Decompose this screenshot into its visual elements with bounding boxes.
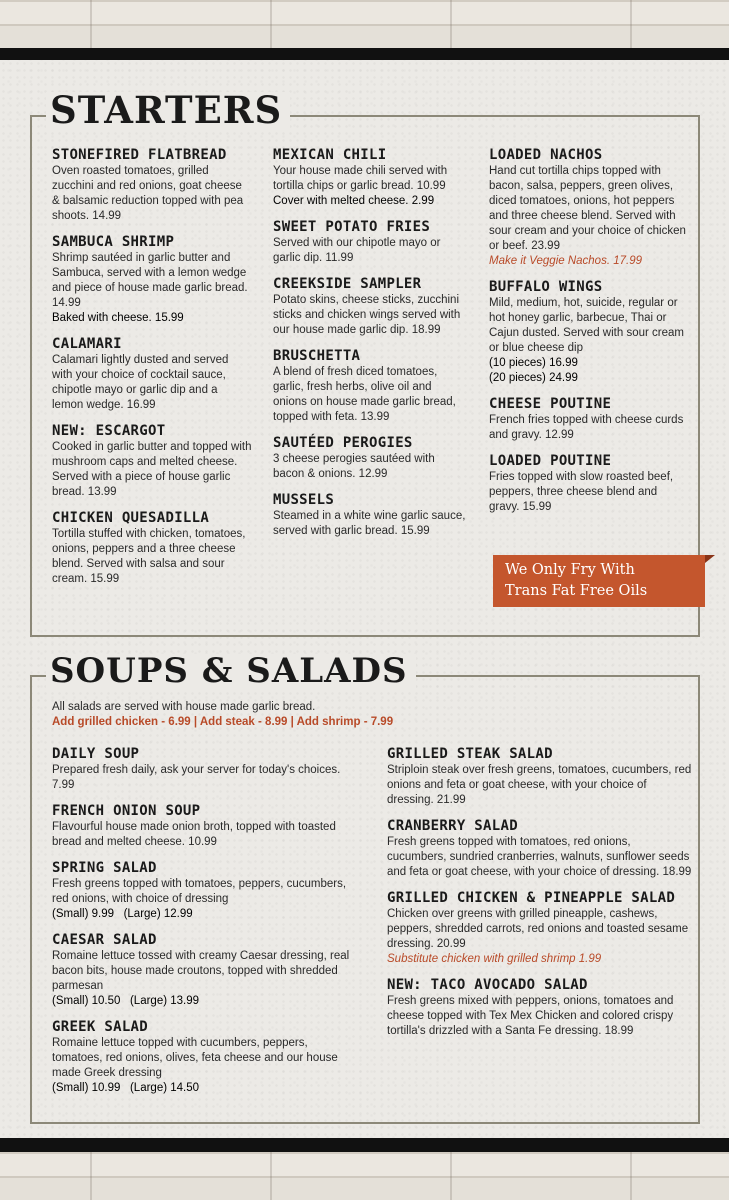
menu-item <box>52 146 252 224</box>
item-name: LOADED POUTINE <box>489 453 612 469</box>
menu-item <box>52 335 252 413</box>
item-description: Fresh greens mixed with peppers, onions, tomatoes and cheese topped with Tex Mex Chicken and colored crispy tortilla's drizzled with a Santa Fe dressing. 18.99 <box>387 995 674 1037</box>
item-description: Fresh greens topped with tomatoes, peppers, cucumbers, red onions, with choice of dressing <box>52 878 347 905</box>
item-name: BUFFALO WINGS <box>489 279 603 295</box>
menu-item <box>52 509 252 587</box>
item-description: Tortilla stuffed with chicken, tomatoes, onions, peppers and a three cheese blend. Served with salsa and sour cream. 15.99 <box>52 528 246 585</box>
item-name: NEW: ESCARGOT <box>52 423 166 439</box>
menu-item <box>387 976 692 1039</box>
item-description: Cooked in garlic butter and topped with mushroom caps and melted cheese. Served with a piece of house garlic bread. 13.99 <box>52 441 252 498</box>
item-description: Mild, medium, hot, suicide, regular or hot honey garlic, barbecue, Thai or Cajun dusted. Served with sour cream or blue cheese dip <box>489 297 684 354</box>
menu-item <box>387 817 692 880</box>
item-name: DAILY SOUP <box>52 746 140 762</box>
item-description: Striploin steak over fresh greens, tomatoes, cucumbers, red onions and feta or goat cheese, with your choice of dressing. 21.99 <box>387 764 692 806</box>
soups-salads-title: SOUPS & SALADS <box>46 654 416 688</box>
starters-column-1 <box>52 146 252 596</box>
item-name: GRILLED CHICKEN & PINEAPPLE SALAD <box>387 890 676 906</box>
menu-item <box>489 395 689 443</box>
menu-item <box>273 218 468 266</box>
item-description: Fries topped with slow roasted beef, peppers, three cheese blend and gravy. 15.99 <box>489 471 674 513</box>
item-name: GRILLED STEAK SALAD <box>387 746 553 762</box>
starters-title: STARTERS <box>46 92 290 129</box>
item-description: Chicken over greens with grilled pineapple, cashews, peppers, shredded carrots, red onions and toasted sesame dressing. 20.99 <box>387 908 689 950</box>
item-extra: Baked with cheese. 15.99 <box>52 312 184 324</box>
item-extra: (20 pieces) 24.99 <box>489 372 578 384</box>
item-extra: (10 pieces) 16.99 <box>489 357 578 369</box>
menu-item <box>52 233 252 326</box>
item-description: Flavourful house made onion broth, topped with toasted bread and melted cheese. 10.99 <box>52 821 336 848</box>
item-description: 3 cheese perogies sautéed with bacon & onions. 12.99 <box>273 453 435 480</box>
item-name: SAMBUCA SHRIMP <box>52 234 175 250</box>
menu-item <box>273 434 468 482</box>
item-extra: (Small) 10.50 (Large) 13.99 <box>52 995 200 1007</box>
menu-item <box>52 859 352 922</box>
item-description: French fries topped with cheese curds and gravy. 12.99 <box>489 414 684 441</box>
trans-fat-free-banner <box>493 555 705 607</box>
item-name: SPRING SALAD <box>52 860 157 876</box>
menu-item <box>52 422 252 500</box>
item-description: Romaine lettuce topped with cucumbers, peppers, tomatoes, red onions, olives, feta cheese and our house made Greek dressing <box>52 1037 338 1079</box>
bottom-black-band <box>0 1138 729 1152</box>
item-name: GREEK SALAD <box>52 1019 149 1035</box>
banner-line-2: Trans Fat Free Oils <box>505 583 648 599</box>
starters-column-3 <box>489 146 689 524</box>
intro-text: All salads are served with house made garlic bread. <box>52 701 316 713</box>
item-description: Prepared fresh daily, ask your server for today's choices. 7.99 <box>52 764 341 791</box>
soups-column-2 <box>387 745 692 1048</box>
item-name: CHICKEN QUESADILLA <box>52 510 210 526</box>
soups-intro <box>52 700 652 730</box>
item-extra: Cover with melted cheese. 2.99 <box>273 195 435 207</box>
item-name: LOADED NACHOS <box>489 147 603 163</box>
item-description: Oven roasted tomatoes, grilled zucchini and red onions, goat cheese & balsamic reduction topped with pea shoots. 14.99 <box>52 165 244 222</box>
soups-column-1 <box>52 745 352 1105</box>
item-name: STONEFIRED FLATBREAD <box>52 147 227 163</box>
menu-item <box>489 452 689 515</box>
item-name: SAUTÉED PEROGIES <box>273 435 413 451</box>
item-description: Potato skins, cheese sticks, zucchini sticks and chicken wings served with our house made garlic dip. 18.99 <box>273 294 461 336</box>
item-name: MEXICAN CHILI <box>273 147 387 163</box>
item-name: CAESAR SALAD <box>52 932 157 948</box>
item-variant: Substitute chicken with grilled shrimp 1.99 <box>387 953 602 965</box>
menu-item <box>489 278 689 386</box>
stone-wall-top <box>0 0 729 48</box>
item-description: Steamed in a white wine garlic sauce, served with garlic bread. 15.99 <box>273 510 466 537</box>
item-description: Fresh greens topped with tomatoes, red onions, cucumbers, sundried cranberries, walnuts, sunflower seeds and feta or goat cheese, with your choice of dressing. 18.99 <box>387 836 692 878</box>
menu-item <box>387 889 692 967</box>
item-name: MUSSELS <box>273 492 335 508</box>
menu-item <box>273 275 468 338</box>
item-name: BRUSCHETTA <box>273 348 361 364</box>
item-description: A blend of fresh diced tomatoes, garlic, fresh herbs, olive oil and onions on house made garlic bread, topped with feta. 13.99 <box>273 366 456 423</box>
menu-item <box>52 745 352 793</box>
menu-item <box>52 931 352 1009</box>
item-name: FRENCH ONION SOUP <box>52 803 201 819</box>
item-name: CHEESE POUTINE <box>489 396 612 412</box>
item-description: Hand cut tortilla chips topped with bacon, salsa, peppers, green olives, diced tomatoes, onions, hot peppers and three cheese blend. Served with sour cream and your choice of chicken or beef. 23.99 <box>489 165 686 252</box>
banner-line-1: We Only Fry With <box>505 562 635 578</box>
item-description: Shrimp sautéed in garlic butter and Sambuca, served with a lemon wedge and piece of house made garlic bread. 14.99 <box>52 252 248 309</box>
menu-item <box>52 802 352 850</box>
menu-item <box>273 347 468 425</box>
item-name: CREEKSIDE SAMPLER <box>273 276 422 292</box>
item-name: CALAMARI <box>52 336 122 352</box>
item-name: CRANBERRY SALAD <box>387 818 518 834</box>
menu-item <box>387 745 692 808</box>
item-extra: (Small) 10.99 (Large) 14.50 <box>52 1082 200 1094</box>
item-extra: (Small) 9.99 (Large) 12.99 <box>52 908 193 920</box>
menu-item <box>489 146 689 269</box>
addons-text: Add grilled chicken - 6.99 | Add steak - 8.99 | Add shrimp - 7.99 <box>52 716 394 728</box>
top-black-band <box>0 48 729 60</box>
menu-item <box>273 491 468 539</box>
item-name: NEW: TACO AVOCADO SALAD <box>387 977 588 993</box>
item-name: SWEET POTATO FRIES <box>273 219 431 235</box>
starters-column-2 <box>273 146 468 548</box>
menu-item <box>273 146 468 209</box>
item-description: Served with our chipotle mayo or garlic dip. 11.99 <box>273 237 441 264</box>
stone-wall-bottom <box>0 1152 729 1200</box>
item-description: Romaine lettuce tossed with creamy Caesar dressing, real bacon bits, house made croutons, topped with shredded parmesan <box>52 950 350 992</box>
item-description: Your house made chili served with tortilla chips or garlic bread. 10.99 <box>273 165 448 192</box>
item-variant: Make it Veggie Nachos. 17.99 <box>489 255 642 267</box>
item-description: Calamari lightly dusted and served with your choice of cocktail sauce, chipotle mayo or garlic dip and a lemon wedge. 16.99 <box>52 354 229 411</box>
menu-item <box>52 1018 352 1096</box>
